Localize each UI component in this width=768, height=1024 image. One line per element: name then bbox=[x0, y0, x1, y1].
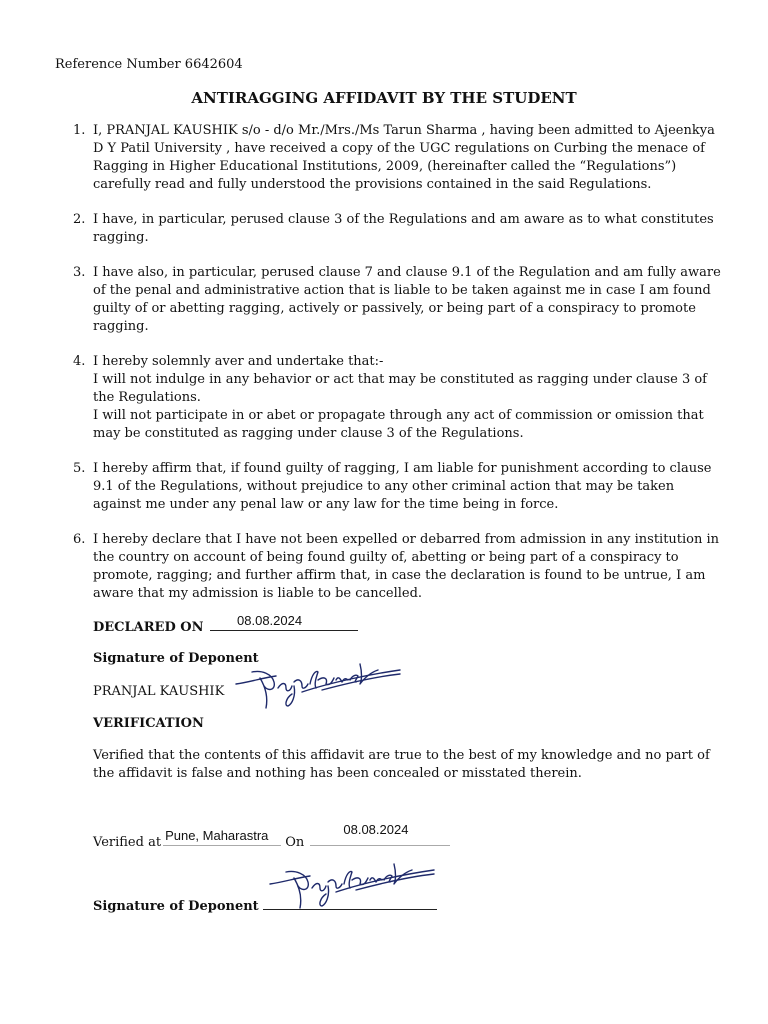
clause-line: Ragging in Higher Educational Institutions, 2009, (hereinafter called the “Regulations”) bbox=[93, 159, 677, 174]
verification-line: the affidavit is false and nothing has been concealed or misstated therein. bbox=[93, 766, 582, 781]
clause-line: ragging. bbox=[93, 319, 149, 334]
declared-on-label: DECLARED ON bbox=[93, 620, 204, 635]
clause-list bbox=[0, 122, 768, 620]
signature-label: Signature of Deponent bbox=[93, 651, 259, 666]
final-signature-field[interactable] bbox=[263, 897, 437, 910]
clause-item bbox=[73, 122, 768, 194]
declared-on-row bbox=[93, 613, 358, 637]
clause-line: I have also, in particular, perused clause 7 and clause 9.1 of the Regulation and am fully aware bbox=[93, 265, 721, 280]
clause-line: the country on account of being found guilty of, abetting or being part of a conspiracy to bbox=[93, 550, 679, 565]
clause-item bbox=[73, 531, 768, 603]
declared-on-date: 08.08.2024 bbox=[237, 613, 303, 628]
clause-item bbox=[73, 211, 768, 247]
verified-at-label: Verified at bbox=[93, 835, 162, 850]
verified-date: 08.08.2024 bbox=[343, 822, 409, 837]
verified-date-field[interactable] bbox=[310, 822, 450, 846]
clause-number: 6. bbox=[73, 532, 86, 547]
verification-text bbox=[93, 747, 733, 783]
clause-number: 1. bbox=[73, 123, 86, 138]
clause-number: 3. bbox=[73, 265, 86, 280]
clause-line: I have, in particular, perused clause 3 of the Regulations and am aware as to what constitutes bbox=[93, 212, 714, 227]
clause-line: I will not participate in or abet or propagate through any act of commission or omission that bbox=[93, 408, 704, 423]
clause-line: guilty of or abetting ragging, actively or passively, or being part of a conspiracy to promote bbox=[93, 301, 696, 316]
final-signature-row bbox=[93, 897, 437, 916]
clause-line: of the penal and administrative action that is liable to be taken against me in case I am found bbox=[93, 283, 711, 298]
clause-item bbox=[73, 460, 768, 514]
clause-number: 5. bbox=[73, 461, 86, 476]
document-title: ANTIRAGGING AFFIDAVIT BY THE STUDENT bbox=[191, 89, 577, 107]
verified-on-label: On bbox=[285, 835, 305, 850]
declared-on-field[interactable] bbox=[210, 613, 358, 631]
verified-at-row bbox=[93, 822, 450, 852]
verification-line: Verified that the contents of this affidavit are true to the best of my knowledge and no part of bbox=[93, 748, 710, 763]
clause-item bbox=[73, 264, 768, 336]
clause-line: I hereby declare that I have not been expelled or debarred from admission in any institution in bbox=[93, 532, 720, 547]
deponent-name: PRANJAL KAUSHIK bbox=[93, 684, 225, 699]
clause-line: may be constituted as ragging under clause 3 of the Regulations. bbox=[93, 426, 524, 441]
verified-place-field[interactable] bbox=[163, 828, 281, 846]
clause-line: against me under any penal law or any law for the time being in force. bbox=[93, 497, 559, 512]
final-signature-label: Signature of Deponent bbox=[93, 899, 259, 914]
clause-line: I hereby solemnly aver and undertake that:- bbox=[93, 354, 384, 369]
verified-place: Pune, Maharastra bbox=[165, 828, 269, 843]
clause-line: 9.1 of the Regulations, without prejudice to any other criminal action that may be taken bbox=[93, 479, 675, 494]
clause-line: promote, ragging; and further affirm that, in case the declaration is found to be untrue, I am bbox=[93, 568, 706, 583]
clause-line: D Y Patil University , have received a copy of the UGC regulations on Curbing the menace of bbox=[93, 141, 705, 156]
verification-heading: VERIFICATION bbox=[93, 716, 204, 731]
clause-line: I will not indulge in any behavior or act that may be constituted as ragging under clause 3 of bbox=[93, 372, 707, 387]
clause-number: 2. bbox=[73, 212, 86, 227]
clause-line: I, PRANJAL KAUSHIK s/o - d/o Mr./Mrs./Ms Tarun Sharma , having been admitted to Ajeenkya bbox=[93, 123, 715, 138]
clause-number: 4. bbox=[73, 354, 86, 369]
clause-line: the Regulations. bbox=[93, 390, 201, 405]
clause-item bbox=[73, 353, 768, 443]
signature-image bbox=[232, 652, 404, 712]
clause-line: I hereby affirm that, if found guilty of ragging, I am liable for punishment according to clause bbox=[93, 461, 712, 476]
clause-line: carefully read and fully understood the provisions contained in the said Regulations. bbox=[93, 177, 652, 192]
reference-number: Reference Number 6642604 bbox=[55, 57, 243, 72]
clause-line: aware that my admission is liable to be cancelled. bbox=[93, 586, 423, 601]
clause-line: ragging. bbox=[93, 230, 149, 245]
